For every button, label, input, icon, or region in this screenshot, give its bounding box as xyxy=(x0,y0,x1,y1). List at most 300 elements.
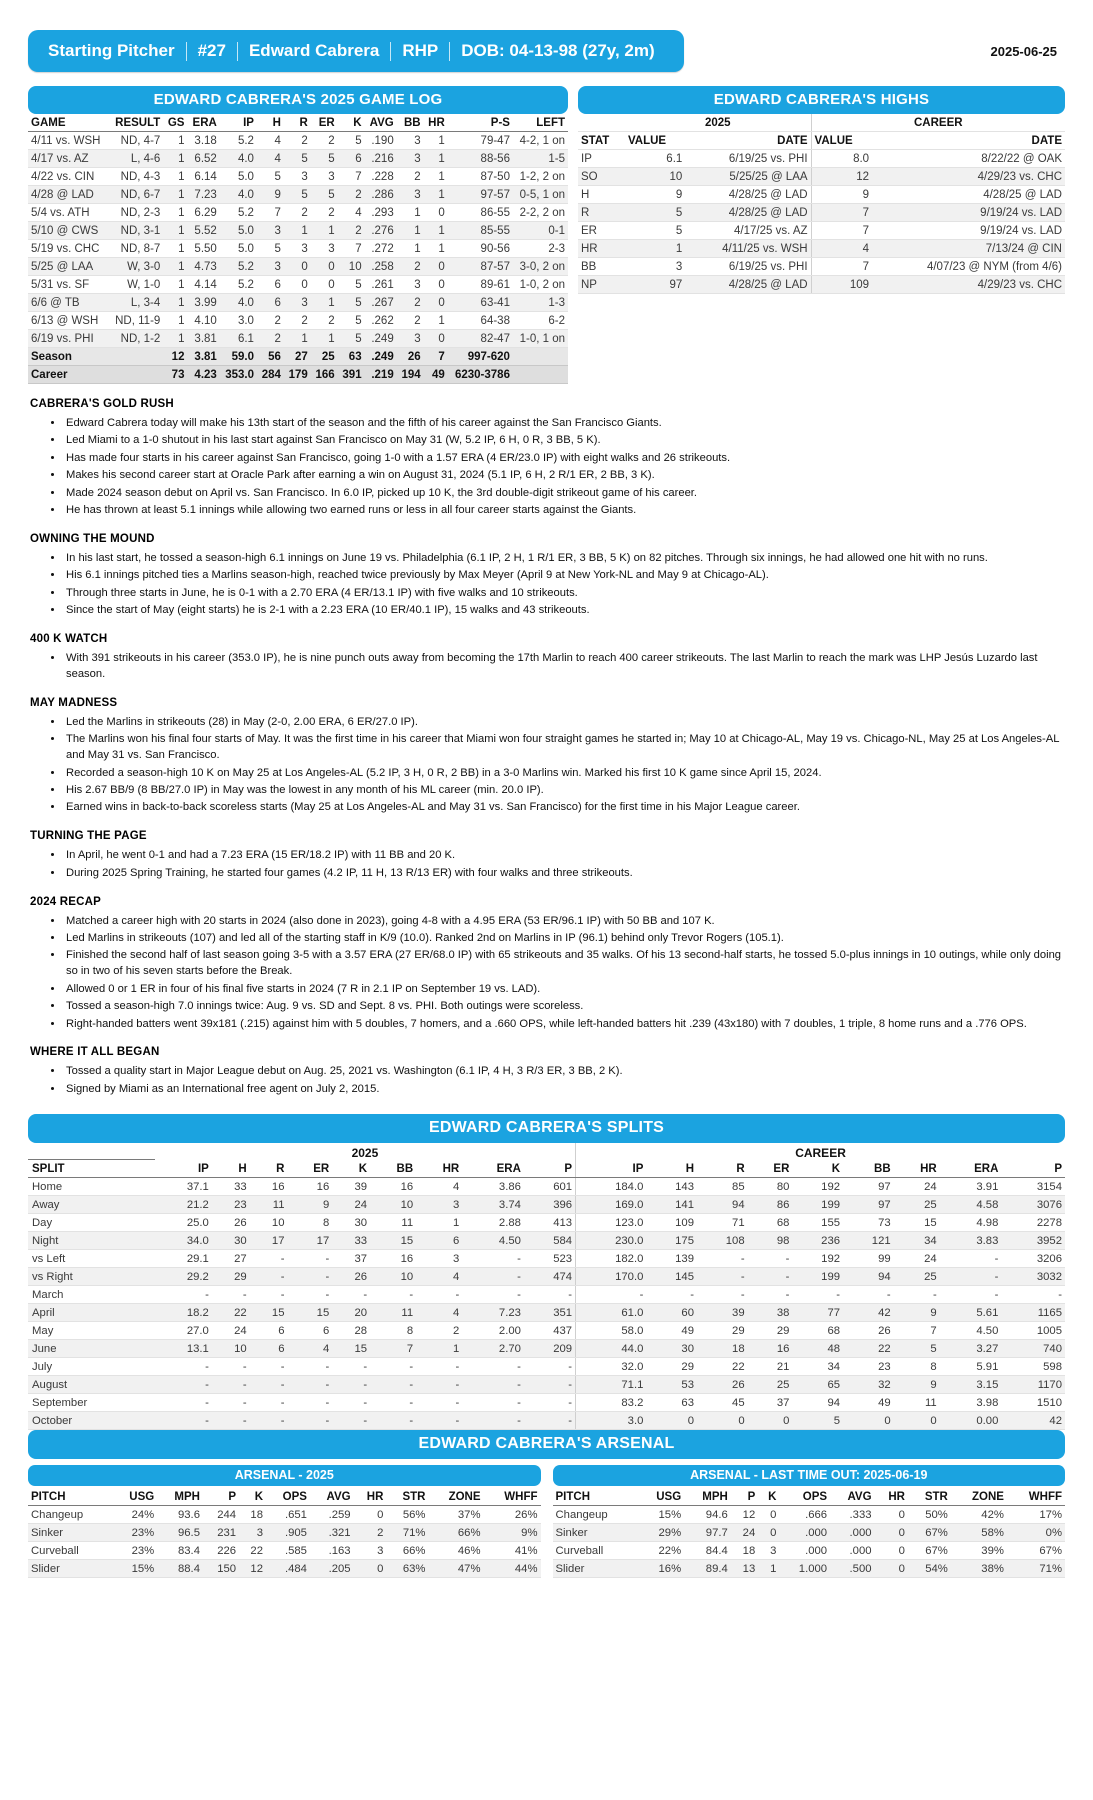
stat-cell: 5 xyxy=(338,132,365,150)
split-2025-value: - xyxy=(250,1358,288,1376)
split-career-value: 63 xyxy=(646,1394,697,1412)
splits-col-2025-K: K xyxy=(332,1160,370,1178)
splits-col-2025-BB: BB xyxy=(370,1160,416,1178)
split-2025-value: 16 xyxy=(370,1178,416,1196)
split-career-value: 3.27 xyxy=(940,1340,1002,1358)
note-heading: 2024 RECAP xyxy=(30,895,102,908)
split-career-value: 0.00 xyxy=(940,1412,1002,1430)
stat-cell xyxy=(513,366,568,384)
list-item: • The Marlins won his final four starts of May. It was the first time in his career that Miami won four straight games he started in; May 10 at Chicago-AL, May 19 vs. Chicago-NL, May 25 at Los Angeles-AL and May 31 vs. San Francisco. xyxy=(64,732,1065,764)
split-2025-value: - xyxy=(287,1268,332,1286)
note-heading: TURNING THE PAGE xyxy=(30,830,147,843)
split-career-value: - xyxy=(940,1286,1002,1304)
highs-table xyxy=(578,114,1065,294)
stat-cell: 2 xyxy=(397,168,424,186)
arsenal-col-MPH: MPH xyxy=(684,1488,731,1506)
stat-cell: 1-0, 2 on xyxy=(513,276,568,294)
list-item: • He has thrown at least 5.1 innings while allowing two earned runs or less in all four career starts against the Giants. xyxy=(64,503,1065,519)
highs-stat: IP xyxy=(578,150,625,168)
split-2025-value: - xyxy=(416,1358,462,1376)
splits-table xyxy=(28,1143,1065,1431)
stat-cell: 3 xyxy=(397,150,424,168)
split-career-value: 71.1 xyxy=(576,1376,647,1394)
highs-value-career: 7 xyxy=(811,222,872,240)
stat-cell: 997-620 xyxy=(448,348,513,366)
highs-value-2025: 5 xyxy=(625,222,685,240)
list-item: • Led Marlins in strikeouts (107) and led all of the starting staff in K/9 (10.0). Ranked 2nd on Marlins in IP (96.1) behind only Trevor Rogers (105.1). xyxy=(64,931,1065,947)
split-2025-value: - xyxy=(332,1376,370,1394)
split-2025-value: 1 xyxy=(416,1340,462,1358)
notes-sections xyxy=(28,398,1065,1098)
split-2025-value: 4 xyxy=(416,1268,462,1286)
split-career-value: 25 xyxy=(894,1268,940,1286)
split-2025-value: 3 xyxy=(416,1250,462,1268)
split-career-value: 29 xyxy=(646,1358,697,1376)
split-career-value: 4.50 xyxy=(940,1322,1002,1340)
col-avg: AVG xyxy=(365,114,397,132)
highs-value-career: 4 xyxy=(811,240,872,258)
split-label: July xyxy=(28,1358,155,1376)
split-career-value: 42 xyxy=(843,1304,894,1322)
pitch-name: Changeup xyxy=(553,1506,639,1524)
split-2025-value: 2 xyxy=(416,1322,462,1340)
stat-cell: L, 4-6 xyxy=(109,150,164,168)
stat-cell: 0 xyxy=(311,258,338,276)
split-career-value: 3.15 xyxy=(940,1376,1002,1394)
arsenal-col-K: K xyxy=(758,1488,779,1506)
col-game: GAME xyxy=(28,114,109,132)
game-cell: 5/10 @ CWS xyxy=(28,222,109,240)
table-row xyxy=(578,276,1065,294)
highs-date-2025: 6/19/25 vs. PHI xyxy=(685,150,811,168)
stat-cell: 0 xyxy=(311,276,338,294)
stat-cell: 10 xyxy=(338,258,365,276)
pitch-stat: .000 xyxy=(830,1524,874,1542)
split-career-value: 32 xyxy=(843,1376,894,1394)
arsenal-col-P: P xyxy=(731,1488,758,1506)
highs-value-2025: 97 xyxy=(625,276,685,294)
split-career-value: 18 xyxy=(697,1340,748,1358)
stat-cell: 6-2 xyxy=(513,312,568,330)
game-cell: 4/22 vs. CIN xyxy=(28,168,109,186)
split-career-value: 169.0 xyxy=(576,1196,647,1214)
split-career-value: 740 xyxy=(1001,1340,1065,1358)
split-2025-value: - xyxy=(370,1358,416,1376)
stat-cell: 4.0 xyxy=(220,186,257,204)
split-2025-value: 3 xyxy=(416,1196,462,1214)
stat-cell: 2 xyxy=(311,204,338,222)
arsenal-2025-panel xyxy=(28,1465,541,1578)
list-item: • Tossed a season-high 7.0 innings twice: Aug. 9 vs. SD and Sept. 8 vs. PHI. Both outings were scoreless. xyxy=(64,999,1065,1015)
stat-cell: 1 xyxy=(424,168,448,186)
stat-cell: 3 xyxy=(257,258,284,276)
split-label: August xyxy=(28,1376,155,1394)
split-2025-value: 16 xyxy=(370,1250,416,1268)
stat-cell: 7 xyxy=(338,240,365,258)
highs-date-2025: 6/19/25 vs. PHI xyxy=(685,258,811,276)
split-career-value: 44.0 xyxy=(576,1340,647,1358)
highs-col-stat: STAT xyxy=(578,132,625,150)
pitch-stat: 0 xyxy=(354,1506,387,1524)
note-bullet-list xyxy=(46,914,1065,1033)
arsenal-lasttime-title: ARSENAL - LAST TIME OUT: 2025-06-19 xyxy=(553,1465,1066,1486)
pitch-stat: 96.5 xyxy=(157,1524,203,1542)
list-item: • Recorded a season-high 10 K on May 25 at Los Angeles-AL (5.2 IP, 3 H, 0 R, 2 BB) in a 3-0 Marlins win. Marked his first 10 K game since April 15, 2024. xyxy=(64,766,1065,782)
stat-cell: .190 xyxy=(365,132,397,150)
stat-cell: 3.99 xyxy=(187,294,219,312)
split-2025-value: - xyxy=(462,1394,524,1412)
split-2025-value: 16 xyxy=(287,1178,332,1196)
game-cell: 5/4 vs. ATH xyxy=(28,204,109,222)
stat-cell: .258 xyxy=(365,258,397,276)
split-career-value: 99 xyxy=(843,1250,894,1268)
split-2025-value: 24 xyxy=(332,1196,370,1214)
split-career-value: 49 xyxy=(843,1394,894,1412)
arsenal-lasttime-panel xyxy=(553,1465,1066,1578)
split-career-value: 25 xyxy=(894,1196,940,1214)
pitch-stat: 42% xyxy=(951,1506,1007,1524)
stat-cell: 1 xyxy=(163,222,187,240)
split-2025-value: - xyxy=(287,1286,332,1304)
col-era: ERA xyxy=(187,114,219,132)
highs-date-career: 4/29/23 vs. CHC xyxy=(872,168,1065,186)
split-2025-value: 30 xyxy=(332,1214,370,1232)
split-2025-value: 30 xyxy=(212,1232,250,1250)
highs-col-date-career: DATE xyxy=(872,132,1065,150)
stat-cell: 1 xyxy=(163,294,187,312)
splits-col-2025-H: H xyxy=(212,1160,250,1178)
split-2025-value: - xyxy=(287,1394,332,1412)
game-cell: 5/31 vs. SF xyxy=(28,276,109,294)
split-2025-value: 26 xyxy=(212,1214,250,1232)
stat-cell: 5 xyxy=(311,150,338,168)
split-2025-value: 10 xyxy=(370,1196,416,1214)
split-2025-value: 22 xyxy=(212,1304,250,1322)
split-2025-value: 4.50 xyxy=(462,1232,524,1250)
stat-cell: 1 xyxy=(424,222,448,240)
split-career-value: 48 xyxy=(792,1340,843,1358)
stat-cell: 6.52 xyxy=(187,150,219,168)
stat-cell: 86-55 xyxy=(448,204,513,222)
pitch-stat: .205 xyxy=(310,1560,354,1578)
stat-cell: 1 xyxy=(163,312,187,330)
game-cell: 4/11 vs. WSH xyxy=(28,132,109,150)
split-career-value: 15 xyxy=(894,1214,940,1232)
stat-cell: 1 xyxy=(424,312,448,330)
highs-date-career: 9/19/24 vs. LAD xyxy=(872,222,1065,240)
stat-cell: 1 xyxy=(163,240,187,258)
pitch-stat: 24 xyxy=(731,1524,758,1542)
pitch-stat: 16% xyxy=(638,1560,684,1578)
pitch-stat: 84.4 xyxy=(684,1542,731,1560)
split-2025-value: 29 xyxy=(212,1268,250,1286)
pitch-stat: 17% xyxy=(1007,1506,1065,1524)
pitch-stat: .000 xyxy=(830,1542,874,1560)
table-row xyxy=(578,150,1065,168)
player-number: #27 xyxy=(197,41,226,60)
pitch-stat: 1.000 xyxy=(779,1560,830,1578)
stat-cell: 5.2 xyxy=(220,276,257,294)
split-2025-value: 15 xyxy=(287,1304,332,1322)
stat-cell: 0 xyxy=(424,258,448,276)
splits-group-row xyxy=(28,1143,1065,1160)
splits-col-career-BB: BB xyxy=(843,1160,894,1178)
note-heading: OWNING THE MOUND xyxy=(30,532,155,545)
split-2025-value: 6 xyxy=(250,1340,288,1358)
highs-value-career: 12 xyxy=(811,168,872,186)
split-2025-value: 37.1 xyxy=(155,1178,212,1196)
split-2025-value: 6 xyxy=(287,1322,332,1340)
highs-section xyxy=(578,86,1065,294)
game-cell: 4/28 @ LAD xyxy=(28,186,109,204)
split-career-value: 24 xyxy=(894,1178,940,1196)
split-2025-value: 1 xyxy=(416,1214,462,1232)
note-bullet-list xyxy=(46,551,1065,619)
split-career-value: 170.0 xyxy=(576,1268,647,1286)
split-career-value: 8 xyxy=(894,1358,940,1376)
stat-cell: 5 xyxy=(338,330,365,348)
stat-cell: 1-2, 2 on xyxy=(513,168,568,186)
split-career-value: 23 xyxy=(843,1358,894,1376)
stat-cell: 1 xyxy=(284,330,311,348)
stat-cell: 5 xyxy=(338,312,365,330)
split-2025-value: - xyxy=(155,1376,212,1394)
split-career-value: 25 xyxy=(748,1376,793,1394)
stat-cell: 1 xyxy=(311,330,338,348)
split-career-value: 182.0 xyxy=(576,1250,647,1268)
highs-stat: R xyxy=(578,204,625,222)
stat-cell: 1 xyxy=(311,294,338,312)
pitch-stat: 2 xyxy=(354,1524,387,1542)
split-career-value: 94 xyxy=(843,1268,894,1286)
pitch-stat: .000 xyxy=(779,1542,830,1560)
split-career-value: 5 xyxy=(894,1340,940,1358)
split-career-value: 68 xyxy=(748,1214,793,1232)
split-career-value: 29 xyxy=(697,1322,748,1340)
list-item: • During 2025 Spring Training, he started four games (4.2 IP, 11 H, 13 R/13 ER) with four walks and three strikeouts. xyxy=(64,866,1065,882)
stat-cell xyxy=(109,348,164,366)
game-log-section xyxy=(28,86,568,384)
stat-cell: 3 xyxy=(397,276,424,294)
table-row xyxy=(553,1560,1066,1578)
player-throwing-hand: RHP xyxy=(402,41,439,60)
splits-col-career-R: R xyxy=(697,1160,748,1178)
pitch-stat: 0 xyxy=(875,1506,908,1524)
table-row xyxy=(28,222,568,240)
pitch-stat: .000 xyxy=(779,1524,830,1542)
split-2025-value: - xyxy=(332,1394,370,1412)
stat-cell: 5.2 xyxy=(220,258,257,276)
list-item: • Finished the second half of last season going 3-5 with a 3.57 ERA (27 ER/68.0 IP) with 65 strikeouts and 35 walks. Of his 13 second-half starts, he tossed 5.0-plus innings in 10 outings, while only doing so in two of his seven starts before the Break. xyxy=(64,948,1065,980)
split-career-value: - xyxy=(748,1250,793,1268)
split-label: vs Left xyxy=(28,1250,155,1268)
table-row xyxy=(28,132,568,150)
highs-body xyxy=(578,150,1065,294)
splits-col-2025-R: R xyxy=(250,1160,288,1178)
split-2025-value: 13.1 xyxy=(155,1340,212,1358)
stat-cell: .249 xyxy=(365,330,397,348)
stat-cell: 4.23 xyxy=(187,366,219,384)
split-2025-value: 523 xyxy=(524,1250,576,1268)
stat-cell: 4.0 xyxy=(220,294,257,312)
stat-cell: .272 xyxy=(365,240,397,258)
split-career-value: - xyxy=(748,1286,793,1304)
stat-cell: 3.81 xyxy=(187,348,219,366)
split-career-value: 7 xyxy=(894,1322,940,1340)
splits-col-career-P: P xyxy=(1001,1160,1065,1178)
pitch-stat: 13 xyxy=(731,1560,758,1578)
split-career-value: 80 xyxy=(748,1178,793,1196)
stat-cell: 353.0 xyxy=(220,366,257,384)
split-2025-value: 2.88 xyxy=(462,1214,524,1232)
pitch-stat: 3 xyxy=(354,1542,387,1560)
stat-cell: ND, 11-9 xyxy=(109,312,164,330)
stat-cell: 4 xyxy=(338,204,365,222)
split-2025-value: - xyxy=(287,1376,332,1394)
pitch-stat: .321 xyxy=(310,1524,354,1542)
split-2025-value: 29.2 xyxy=(155,1268,212,1286)
table-row xyxy=(28,312,568,330)
split-career-value: 53 xyxy=(646,1376,697,1394)
split-2025-value: 3.74 xyxy=(462,1196,524,1214)
pitch-stat: 3 xyxy=(758,1542,779,1560)
split-career-value: 4.98 xyxy=(940,1214,1002,1232)
stat-cell xyxy=(513,348,568,366)
stat-cell: 64-38 xyxy=(448,312,513,330)
split-2025-value: - xyxy=(332,1358,370,1376)
split-2025-value: - xyxy=(416,1376,462,1394)
note-bullet-list xyxy=(46,848,1065,881)
list-item: • Made 2024 season debut on April vs. San Francisco. In 6.0 IP, picked up 10 K, the 3rd double-digit strikeout game of his career. xyxy=(64,486,1065,502)
split-career-value: 143 xyxy=(646,1178,697,1196)
splits-group-2025: 2025 xyxy=(351,1145,379,1160)
col-ip: IP xyxy=(220,114,257,132)
arsenal-col-MPH: MPH xyxy=(157,1488,203,1506)
highs-value-2025: 9 xyxy=(625,186,685,204)
highs-value-2025: 10 xyxy=(625,168,685,186)
split-2025-value: - xyxy=(250,1250,288,1268)
stat-cell: 2 xyxy=(311,312,338,330)
split-2025-value: 584 xyxy=(524,1232,576,1250)
split-2025-value: - xyxy=(462,1250,524,1268)
stat-cell: 3 xyxy=(284,240,311,258)
split-2025-value: - xyxy=(287,1412,332,1430)
stat-cell: 3 xyxy=(257,222,284,240)
stat-cell xyxy=(109,366,164,384)
pitch-name: Changeup xyxy=(28,1506,112,1524)
pitch-stat: 12 xyxy=(239,1560,266,1578)
split-2025-value: 37 xyxy=(332,1250,370,1268)
table-row xyxy=(28,1232,1065,1250)
list-item: • Through three starts in June, he is 0-1 with a 2.70 ERA (4 ER/13.1 IP) with five walks and 10 strikeouts. xyxy=(64,586,1065,602)
stat-cell: 2 xyxy=(257,312,284,330)
split-career-value: 123.0 xyxy=(576,1214,647,1232)
stat-cell: 59.0 xyxy=(220,348,257,366)
table-row xyxy=(28,1178,1065,1196)
stat-cell: 6.1 xyxy=(220,330,257,348)
stat-cell: 5.0 xyxy=(220,222,257,240)
pitch-stat: 226 xyxy=(203,1542,239,1560)
pitch-name: Slider xyxy=(553,1560,639,1578)
split-career-value: 37 xyxy=(748,1394,793,1412)
pitch-stat: 0 xyxy=(875,1542,908,1560)
list-item: • Since the start of May (eight starts) he is 2-1 with a 2.23 ERA (10 ER/40.1 IP), 15 walks and 43 strikeouts. xyxy=(64,603,1065,619)
table-row xyxy=(28,1304,1065,1322)
stat-cell: 49 xyxy=(424,366,448,384)
split-2025-value: - xyxy=(524,1394,576,1412)
pitch-stat: 58% xyxy=(951,1524,1007,1542)
split-career-value: 192 xyxy=(792,1178,843,1196)
report-date: 2025-06-25 xyxy=(990,43,1057,59)
split-career-value: 24 xyxy=(894,1250,940,1268)
stat-cell: 2 xyxy=(284,132,311,150)
list-item: • Earned wins in back-to-back scoreless starts (May 25 at Los Angeles-AL and May 31 vs. San Francisco) for the first time in his Major League career. xyxy=(64,800,1065,816)
split-2025-value: - xyxy=(416,1412,462,1430)
arsenal-lasttime-table xyxy=(553,1488,1066,1578)
pitch-stat: 89.4 xyxy=(684,1560,731,1578)
split-career-value: 141 xyxy=(646,1196,697,1214)
player-identity-bar xyxy=(28,30,684,72)
arsenal-col-WHFF: WHFF xyxy=(484,1488,541,1506)
pitch-stat: 1 xyxy=(758,1560,779,1578)
stat-cell: 4.14 xyxy=(187,276,219,294)
split-career-value: 85 xyxy=(697,1178,748,1196)
highs-group-2025: 2025 xyxy=(625,114,811,132)
stat-cell: 87-50 xyxy=(448,168,513,186)
stat-cell: 2-2, 2 on xyxy=(513,204,568,222)
split-career-value: 65 xyxy=(792,1376,843,1394)
stat-cell: 2 xyxy=(338,186,365,204)
player-role: Starting Pitcher xyxy=(48,41,175,60)
split-2025-value: - xyxy=(524,1376,576,1394)
stat-cell: 89-61 xyxy=(448,276,513,294)
stat-cell: 1 xyxy=(163,132,187,150)
split-career-value: 2278 xyxy=(1001,1214,1065,1232)
split-career-value: 3206 xyxy=(1001,1250,1065,1268)
list-item: • In his last start, he tossed a season-high 6.1 innings on June 19 vs. Philadelphia (6.1 IP, 2 H, 1 R/1 ER, 3 BB, 5 K) on 82 pitches. Through six innings, he had allowed one hit with no runs. xyxy=(64,551,1065,567)
stat-cell: 5.0 xyxy=(220,240,257,258)
pitch-stat: .333 xyxy=(830,1506,874,1524)
list-item: • Makes his second career start at Oracle Park after earning a win on August 31, 2024 (5.1 IP, 6 H, 2 R/1 ER, 2 BB, 3 K). xyxy=(64,468,1065,484)
highs-stat: HR xyxy=(578,240,625,258)
table-row xyxy=(553,1542,1066,1560)
pitch-stat: 97.7 xyxy=(684,1524,731,1542)
stat-cell: 0-5, 1 on xyxy=(513,186,568,204)
highs-value-2025: 6.1 xyxy=(625,150,685,168)
split-career-value: 22 xyxy=(697,1358,748,1376)
split-2025-value: 20 xyxy=(332,1304,370,1322)
stat-cell: 1 xyxy=(163,276,187,294)
list-item: • Tossed a quality start in Major League debut on Aug. 25, 2021 vs. Washington (6.1 IP, 4 H, 3 R/3 ER, 3 BB, 2 K). xyxy=(64,1064,1065,1080)
arsenal-col-STR: STR xyxy=(386,1488,428,1506)
split-career-value: 73 xyxy=(843,1214,894,1232)
stat-cell: 0 xyxy=(424,276,448,294)
stat-cell: 2-3 xyxy=(513,240,568,258)
list-item: • Allowed 0 or 1 ER in four of his final five starts in 2024 (7 R in 2.1 IP on September 19 vs. LAD). xyxy=(64,982,1065,998)
highs-value-career: 109 xyxy=(811,276,872,294)
note-heading: 400 K WATCH xyxy=(30,633,108,646)
stat-cell: 2 xyxy=(397,294,424,312)
table-row xyxy=(28,1196,1065,1214)
highs-date-2025: 4/28/25 @ LAD xyxy=(685,204,811,222)
note-bullet-list xyxy=(46,715,1065,816)
stat-cell: 97-57 xyxy=(448,186,513,204)
arsenal-lasttime-body xyxy=(553,1506,1066,1578)
split-2025-value: 18.2 xyxy=(155,1304,212,1322)
stat-cell: 5 xyxy=(284,186,311,204)
pitch-stat: .666 xyxy=(779,1506,830,1524)
pitch-name: Curveball xyxy=(28,1542,112,1560)
